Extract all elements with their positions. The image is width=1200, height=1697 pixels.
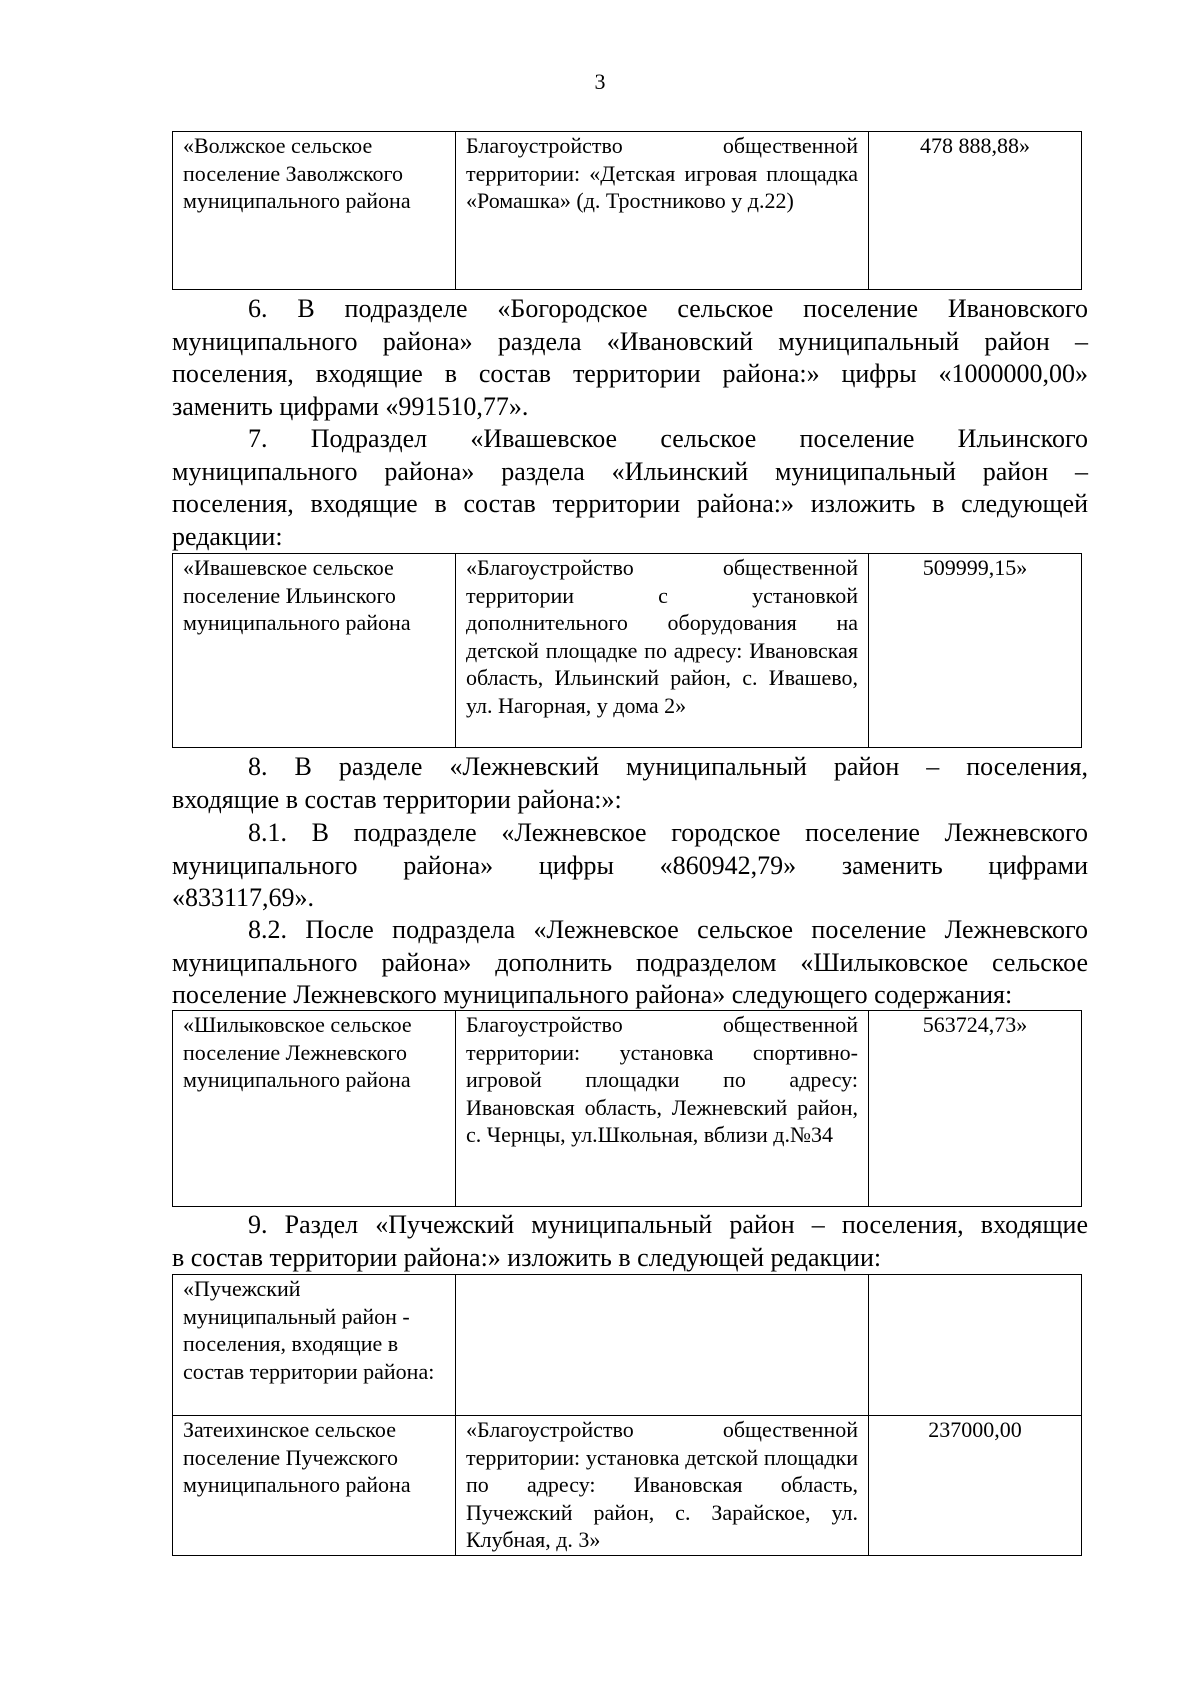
paragraph-line: 6. В подразделе «Богородское сельское поселение Ивановского <box>248 294 1088 323</box>
description-cell: Благоустройство общественной территории: установка спортивно-игровой площадки по адресу: Ивановская область, Лежневский район, с. Чернцы, ул.Школьная, вблизи д.№34 <box>456 1011 869 1207</box>
paragraph-line: «833117,69». <box>172 883 315 912</box>
amount-cell <box>869 1275 1082 1416</box>
settlement-name-cell: Затеихинское сельское поселение Пучежского муниципального района <box>173 1416 456 1556</box>
table-volzhskoe <box>172 131 1088 290</box>
description-cell <box>456 1275 869 1416</box>
settlement-name-cell: «Волжское сельское поселение Заволжского муниципального района <box>173 132 456 290</box>
description-cell: «Благоустройство общественной территории с установкой дополнительного оборудования на детской площадке по адресу: Ивановская область, Ильинский район, с. Ивашево, ул. Нагорная, у дома 2» <box>456 554 869 748</box>
section-header-cell: «Пучежский муниципальный район - поселения, входящие в состав территории района: <box>173 1275 456 1416</box>
paragraph-line: муниципального района» раздела «Ильинский муниципальный район – <box>172 456 1088 486</box>
paragraph-6 <box>172 293 1088 423</box>
paragraph-line: 8.1. В подразделе «Лежневское городское поселение Лежневского <box>248 818 1088 847</box>
table-row <box>173 132 1082 290</box>
table-ivashevskoe <box>172 553 1088 748</box>
amount-cell: 509999,15» <box>869 554 1082 748</box>
paragraph-line: 8. В разделе «Лежневский муниципальный район – поселения, <box>248 752 1088 781</box>
description-cell: «Благоустройство общественной территории: установка детской площадки по адресу: Ивановская область, Пучежский район, с. Зарайское, ул. Клубная, д. 3» <box>456 1416 869 1556</box>
paragraph-line: муниципального района» цифры «860942,79» заменить цифрами <box>172 850 1088 880</box>
paragraph-8 <box>172 751 1088 816</box>
table-row <box>173 1275 1082 1416</box>
table-row <box>173 554 1082 748</box>
table-row <box>173 1416 1082 1556</box>
paragraph-7 <box>172 423 1088 553</box>
paragraph-line: поселение Лежневского муниципального района» следующего содержания: <box>172 980 1013 1009</box>
paragraph-line: поселения, входящие в состав территории района:» изложить в следующей <box>172 489 1088 518</box>
page-number: 3 <box>594 69 606 94</box>
table-puchezhsky <box>172 1274 1088 1556</box>
description-cell: Благоустройство общественной территории: «Детская игровая площадка «Ромашка» (д. Тростниково у д.22) <box>456 132 869 290</box>
amount-cell: 563724,73» <box>869 1011 1082 1207</box>
settlement-name-cell: «Ивашевское сельское поселение Ильинского муниципального района <box>173 554 456 748</box>
table-shilykovskoe <box>172 1010 1088 1207</box>
amount-cell: 478 888,88» <box>869 132 1082 290</box>
amount-cell: 237000,00 <box>869 1416 1082 1556</box>
paragraph-9 <box>172 1209 1088 1274</box>
paragraph-line: 8.2. После подраздела «Лежневское сельское поселение Лежневского <box>248 915 1088 944</box>
paragraph-line: муниципального района» раздела «Ивановский муниципальный район – <box>172 326 1088 356</box>
paragraph-line: поселения, входящие в состав территории района:» цифры «1000000,00» <box>172 359 1088 388</box>
table-row <box>173 1011 1082 1207</box>
paragraph-line: входящие в состав территории района:»: <box>172 784 622 814</box>
paragraph-line: 9. Раздел «Пучежский муниципальный район – поселения, входящие <box>248 1210 1088 1239</box>
paragraph-line: заменить цифрами «991510,77». <box>172 391 529 421</box>
paragraph-line: редакции: <box>172 521 283 551</box>
settlement-name-cell: «Шилыковское сельское поселение Лежневского муниципального района <box>173 1011 456 1207</box>
paragraph-8-2 <box>172 914 1088 1012</box>
paragraph-line: 7. Подраздел «Ивашевское сельское поселение Ильинского <box>248 424 1088 453</box>
paragraph-line: муниципального района» дополнить подразделом «Шилыковское сельское <box>172 947 1088 977</box>
paragraph-line: в состав территории района:» изложить в следующей редакции: <box>172 1242 882 1272</box>
paragraph-8-1 <box>172 817 1088 915</box>
